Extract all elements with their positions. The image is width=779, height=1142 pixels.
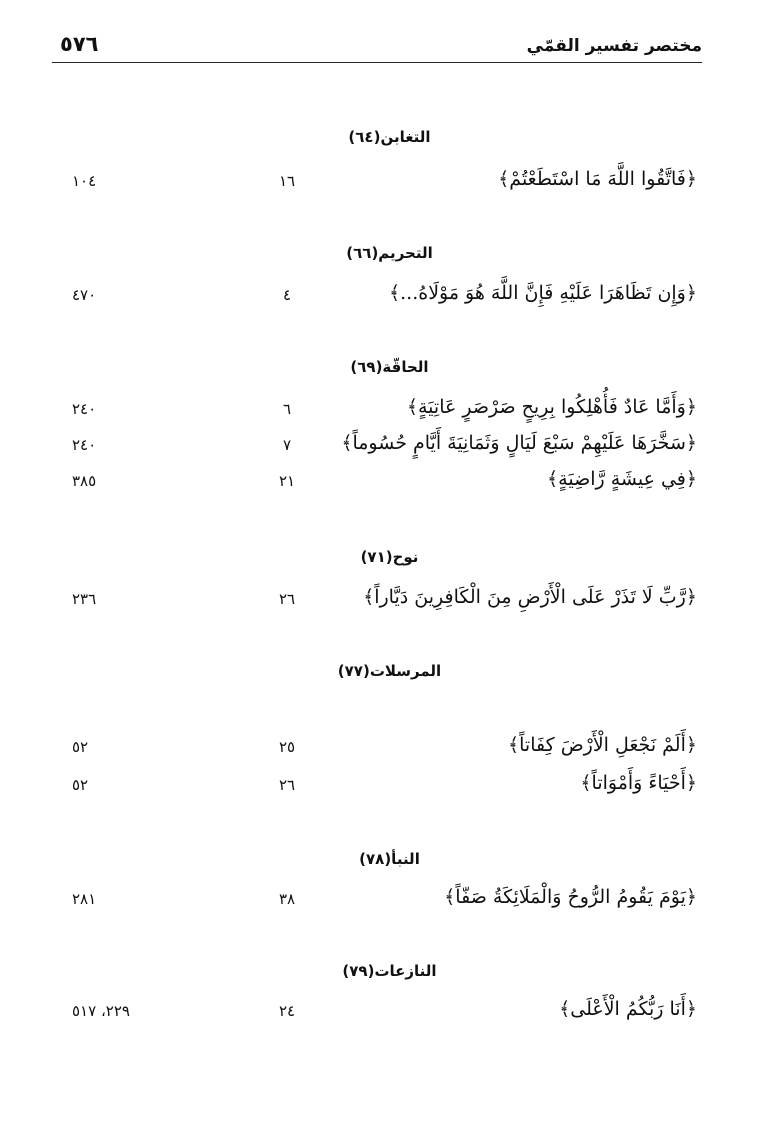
ayah-number: ٢٦ <box>278 776 296 794</box>
page-reference: ٢٨١ <box>72 890 97 908</box>
verse-row <box>0 886 779 920</box>
surah-heading: النبأ(٧٨) <box>359 850 420 868</box>
verse-text: ﴿وَأَمَّا عَادٌ فَأُهْلِكُوا بِرِيحٍ صَرْصَرٍ عَاتِيَةٍ﴾ <box>406 396 697 418</box>
page-reference: ٥٢ <box>72 738 89 756</box>
page-reference: ٢٤٠ <box>72 436 97 454</box>
surah-heading: المرسلات(٧٧) <box>337 662 442 680</box>
verse-text: ﴿فَاتَّقُوا اللَّهَ مَا اسْتَطَعْتُمْ﴾ <box>498 168 697 190</box>
surah-heading: التحريم(٦٦) <box>346 244 433 262</box>
verse-row <box>0 432 779 466</box>
surah-heading: النازعات(٧٩) <box>342 962 437 980</box>
verse-row <box>0 734 779 768</box>
verse-text: ﴿أَحْيَاءً وَأَمْوَاتاً﴾ <box>580 772 697 794</box>
ayah-number: ١٦ <box>278 172 296 190</box>
verse-text: ﴿فِي عِيشَةٍ رَّاضِيَةٍ﴾ <box>547 468 697 490</box>
book-title: مختصر تفسير القمّي <box>526 36 702 56</box>
ayah-number: ٤ <box>282 286 292 304</box>
ayah-number: ٢٥ <box>278 738 296 756</box>
ayah-number: ٢٦ <box>278 590 296 608</box>
verse-text: ﴿يَوْمَ يَقُومُ الرُّوحُ وَالْمَلَائِكَةُ صَفّاً﴾ <box>444 886 697 908</box>
page-reference: ٤٧٠ <box>72 286 97 304</box>
verse-row <box>0 468 779 502</box>
verse-text: ﴿أَلَمْ نَجْعَلِ الْأَرْضَ كِفَاتاً﴾ <box>508 734 697 756</box>
verse-row <box>0 772 779 806</box>
page-reference: ٢٢٩، ٥١٧ <box>72 1002 130 1020</box>
page-reference: ٥٢ <box>72 776 89 794</box>
surah-heading: نوح(٧١) <box>360 548 419 566</box>
surah-heading: التغابن(٦٤) <box>348 128 431 146</box>
verse-text: ﴿سَخَّرَهَا عَلَيْهِمْ سَبْعَ لَيَالٍ وَثَمَانِيَةَ أَيَّامٍ حُسُوماً﴾ <box>341 432 697 454</box>
verse-text: ﴿رَّبِّ لَا تَذَرْ عَلَى الْأَرْضِ مِنَ الْكَافِرِينَ دَيَّاراً﴾ <box>363 586 697 608</box>
verse-text: ﴿وَإِن تَظَاهَرَا عَلَيْهِ فَإِنَّ اللَّهَ هُوَ مَوْلَاهُ...﴾ <box>388 282 697 304</box>
ayah-number: ٦ <box>282 400 292 418</box>
verse-row <box>0 168 779 202</box>
page-reference: ٢٣٦ <box>72 590 97 608</box>
page-number: ٥٧٦ <box>60 32 99 56</box>
surah-heading: الحاقّة(٦٩) <box>350 358 429 376</box>
verse-row <box>0 282 779 316</box>
page-reference: ٢٤٠ <box>72 400 97 418</box>
verse-row <box>0 396 779 430</box>
page-reference: ١٠٤ <box>72 172 97 190</box>
ayah-number: ٢٤ <box>278 1002 296 1020</box>
page-reference: ٣٨٥ <box>72 472 97 490</box>
verse-row <box>0 998 779 1032</box>
verse-text: ﴿أَنَا رَبُّكُمُ الْأَعْلَى﴾ <box>559 998 697 1020</box>
ayah-number: ٧ <box>282 436 292 454</box>
page-header <box>52 30 702 63</box>
verse-row <box>0 586 779 620</box>
ayah-number: ٢١ <box>278 472 296 490</box>
ayah-number: ٣٨ <box>278 890 296 908</box>
